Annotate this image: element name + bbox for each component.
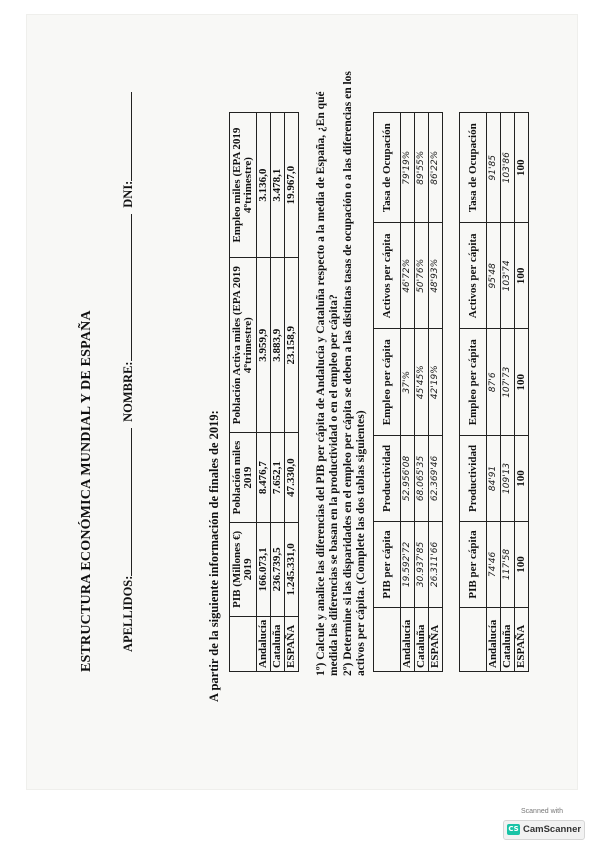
header-cell: Productividad <box>374 436 401 521</box>
table-row <box>487 113 501 672</box>
handwritten-cell: 45'45% <box>415 329 429 436</box>
table-cell: 19.967,0 <box>285 113 299 258</box>
handwritten-cell: 50'76% <box>415 223 429 329</box>
table-cell: 100 <box>515 436 529 521</box>
header-cell: Empleo per cápita <box>460 329 487 436</box>
data-table-2019 <box>229 112 299 672</box>
table-row <box>285 113 299 672</box>
handwritten-cell: 62.369'46 <box>429 436 443 521</box>
handwritten-cell: 68.065'35 <box>415 436 429 521</box>
row-label: Andalucía <box>401 608 415 672</box>
header-cell: PIB (Millones €) 2019 <box>230 522 257 616</box>
scanned-page <box>26 14 578 790</box>
table-cell: 23.158,9 <box>285 258 299 433</box>
table-cell: 3.478,1 <box>271 113 285 258</box>
header-cell: Tasa de Ocupación <box>460 113 487 223</box>
table-cell: 100 <box>515 223 529 329</box>
table-cell: 7.652,1 <box>271 433 285 523</box>
dni-field[interactable] <box>121 92 132 181</box>
handwritten-cell: 107'73 <box>501 329 515 436</box>
handwritten-cell: 95'48 <box>487 223 501 329</box>
header-cell: Productividad <box>460 436 487 521</box>
header-cell: Activos per cápita <box>460 223 487 329</box>
handwritten-cell: 48'93% <box>429 223 443 329</box>
handwritten-cell: 89'55% <box>415 113 429 223</box>
camscanner-badge <box>500 806 584 842</box>
table-row <box>515 113 529 672</box>
handwritten-cell: 42'19% <box>429 329 443 436</box>
apellidos-label: APELLIDOS: <box>121 575 135 652</box>
table-row <box>271 113 285 672</box>
handwritten-cell: 87'6 <box>487 329 501 436</box>
handwritten-cell: 109'13 <box>501 436 515 521</box>
row-label: Cataluña <box>501 608 515 672</box>
handwritten-cell: 117'58 <box>501 521 515 608</box>
question-2: 2º) Determine si las disparidades en el empleo per cápita se deben a las distintas tasas de ocupación o a las diferencias en los activos per cápita. (Complete las dos tablas siguientes) <box>342 71 367 676</box>
header-cell: Población Activa miles (EPA 2019 4ºtrimestre) <box>230 258 257 433</box>
table-cell: 100 <box>515 521 529 608</box>
camscanner-logo <box>503 820 585 840</box>
table-row <box>401 113 415 672</box>
table-cell: 1.245.331,0 <box>285 522 299 616</box>
rotated-exam-content <box>67 62 537 742</box>
header-cell: Empleo miles (EPA 2019 4ºtrimestre) <box>230 113 257 258</box>
table-cell: 100 <box>515 329 529 436</box>
row-label: ESPAÑA <box>429 608 443 672</box>
answer-table-index <box>459 112 529 672</box>
camscanner-icon: CS <box>508 825 519 833</box>
handwritten-cell: 74'46 <box>487 521 501 608</box>
nombre-label: NOMBRE: <box>121 361 135 422</box>
table-row <box>415 113 429 672</box>
table-row <box>429 113 443 672</box>
handwritten-cell: 19.592'72 <box>401 521 415 608</box>
table-cell: 3.883,9 <box>271 258 285 433</box>
table-cell: 8.476,7 <box>257 433 271 523</box>
header-cell: Tasa de Ocupación <box>374 113 401 223</box>
handwritten-cell: 86'22% <box>429 113 443 223</box>
handwritten-cell: 37'% <box>401 329 415 436</box>
exam-title: ESTRUCTURA ECONÓMICA MUNDIAL Y DE ESPAÑA <box>79 310 94 672</box>
handwritten-cell: 84'91 <box>487 436 501 521</box>
row-label: ESPAÑA <box>515 608 529 672</box>
question-1: 1º) Calcule y analice las diferencias del PIB per cápita de Andalucía y Cataluña respecto a la media de España, ¿En qué medida las diferencias se basan en la productividad o en el empleo per cápita? <box>315 91 340 676</box>
header-cell: PIB per cápita <box>374 521 401 608</box>
handwritten-cell: 79'19% <box>401 113 415 223</box>
handwritten-cell: 91'85 <box>487 113 501 223</box>
handwritten-cell: 52.956'08 <box>401 436 415 521</box>
table-header-row <box>374 113 401 672</box>
table-row <box>501 113 515 672</box>
row-label: Cataluña <box>271 616 285 671</box>
row-label: ESPAÑA <box>285 616 299 671</box>
header-cell: Población miles 2019 <box>230 433 257 523</box>
handwritten-cell: 46'72% <box>401 223 415 329</box>
header-cell <box>460 608 487 672</box>
student-id-line <box>121 92 136 652</box>
row-label: Cataluña <box>415 608 429 672</box>
camscanner-brand: CamScanner <box>523 824 582 835</box>
header-cell: PIB per cápita <box>460 521 487 608</box>
handwritten-cell: 103'74 <box>501 223 515 329</box>
header-cell <box>230 616 257 671</box>
table-cell: 100 <box>515 113 529 223</box>
header-cell: Activos per cápita <box>374 223 401 329</box>
table-cell: 47.330,0 <box>285 433 299 523</box>
table-row <box>257 113 271 672</box>
intro-text: A partir de la siguiente información de finales de 2019: <box>207 410 221 702</box>
dni-label: DNI: <box>121 180 135 208</box>
handwritten-cell: 30.937'85 <box>415 521 429 608</box>
header-cell: Empleo per cápita <box>374 329 401 436</box>
answer-table-absolute <box>373 112 443 672</box>
row-label: Andalucía <box>487 608 501 672</box>
table-cell: 3.136,0 <box>257 113 271 258</box>
handwritten-cell: 103'86 <box>501 113 515 223</box>
table-cell: 3.959,9 <box>257 258 271 433</box>
table-cell: 236.739,5 <box>271 522 285 616</box>
nombre-field[interactable] <box>121 214 132 362</box>
apellidos-field[interactable] <box>121 428 132 576</box>
row-label: Andalucía <box>257 616 271 671</box>
header-cell <box>374 608 401 672</box>
table-header-row <box>460 113 487 672</box>
scanned-with-caption: Scanned with <box>520 808 564 815</box>
handwritten-cell: 26.311'66 <box>429 521 443 608</box>
table-header-row <box>230 113 257 672</box>
table-cell: 166.073,1 <box>257 522 271 616</box>
